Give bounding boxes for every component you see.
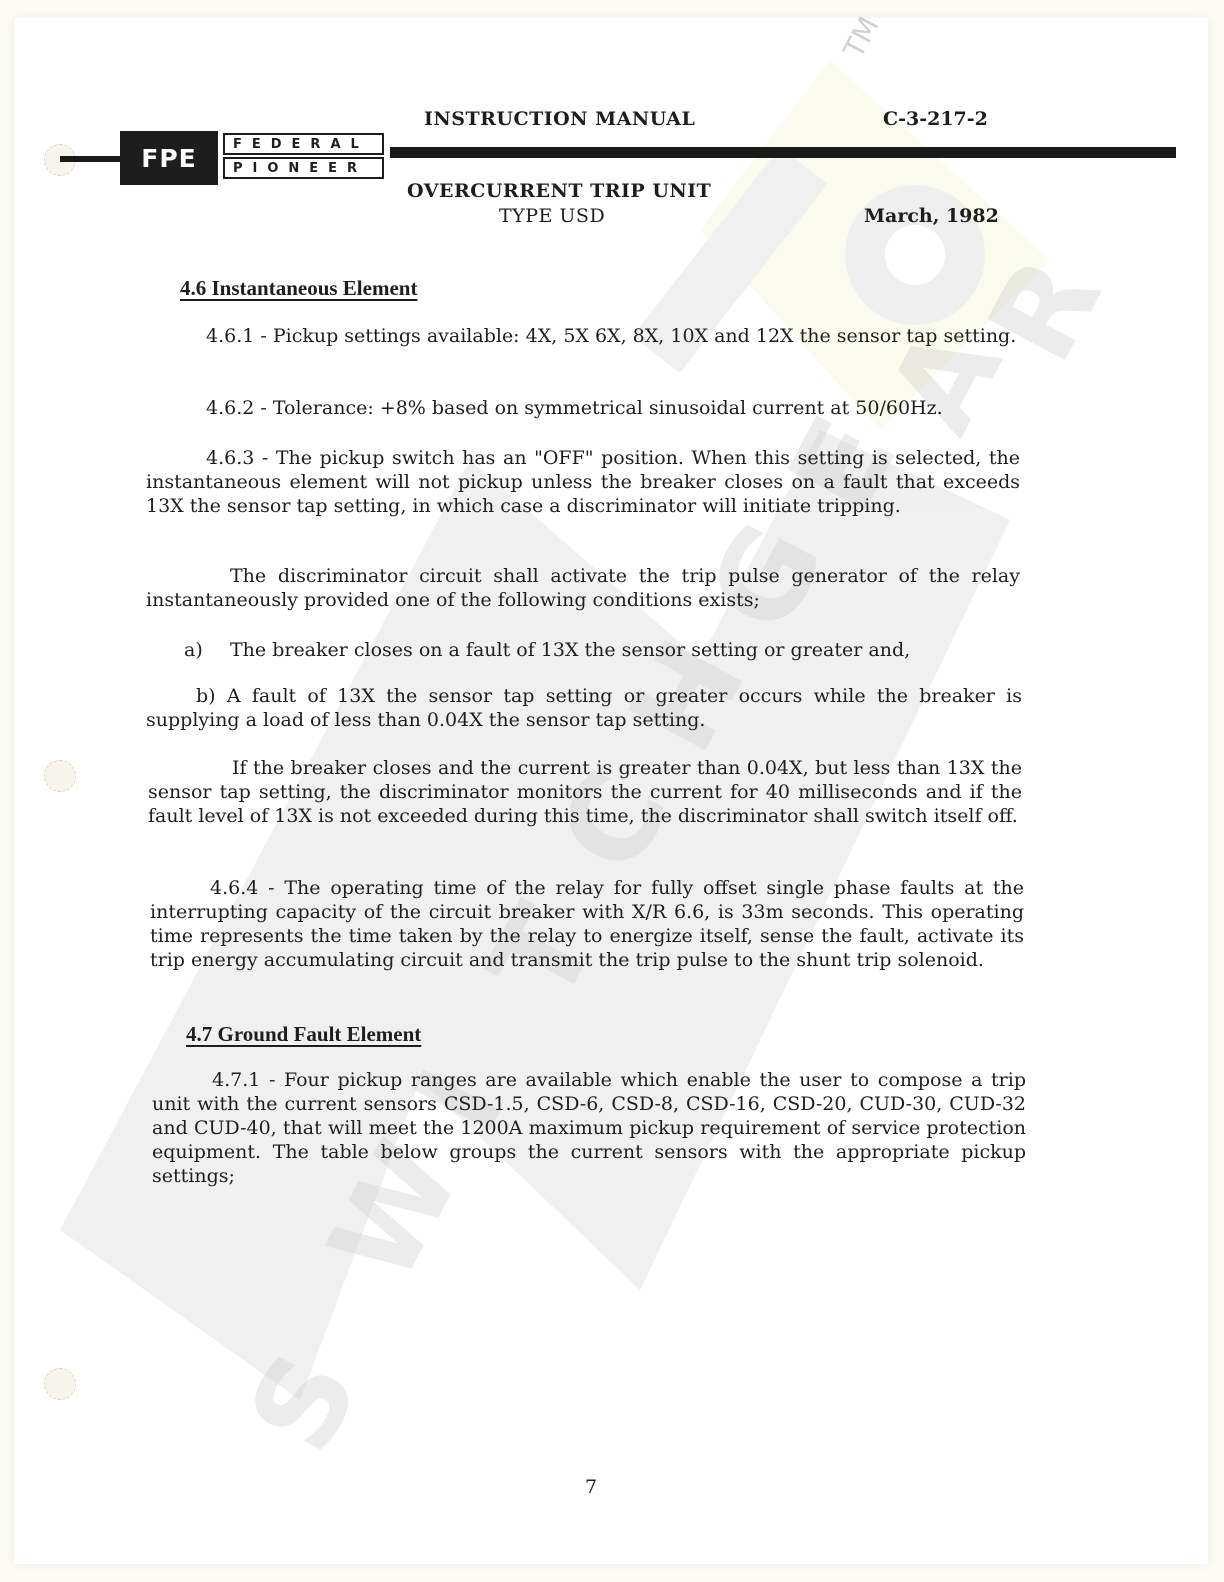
- subtitle-line1: OVERCURRENT TRIP UNIT: [407, 180, 712, 202]
- section-heading-4-6: 4.6 Instantaneous Element: [180, 276, 418, 300]
- binder-hole: [44, 760, 76, 792]
- document-number: C-3-217-2: [883, 108, 988, 130]
- condition-b: b) A fault of 13X the sensor tap setting or greater occurs while the breaker is supplying a load of less than 0.04X the sensor tap setting.: [146, 685, 1022, 731]
- page-number: 7: [585, 1476, 598, 1498]
- watermark-letter: E: [762, 395, 925, 534]
- subtitle-line2: TYPE USD: [499, 205, 606, 227]
- logo-line-federal: FEDERAL: [223, 133, 384, 155]
- paragraph-4-7-1: 4.7.1 - Four pickup ranges are available which enable the user to compose a trip unit with the current sensors CSD-1.5, CSD-6, CSD-8, CSD-16, CSD-20, CUD-30, CUD-32 and CUD-40, that will meet the 1200A maximum pickup requirement of service protection equipment. The table below groups the current sensors with the appropriate pickup settings;: [152, 1069, 1026, 1187]
- paragraph-4-6-3: 4.6.3 - The pickup switch has an "OFF" position. When this setting is selected, the instantaneous element will not pickup unless the breaker closes on a fault that exceeds 13X the sensor tap setting, in which case a discriminator will initiate tripping.: [146, 447, 1020, 517]
- condition-a: The breaker closes on a fault of 13X the sensor setting or greater and,: [230, 639, 911, 661]
- watermark-letter: R: [962, 236, 1129, 384]
- paragraph-4-6-1: 4.6.1 - Pickup settings available: 4X, 5X 6X, 8X, 10X and 12X the sensor tap setting.: [206, 325, 1017, 347]
- logo-line-pioneer: PIONEER: [223, 157, 384, 179]
- binder-hole: [44, 1368, 76, 1400]
- watermark-letter: W: [302, 1121, 488, 1304]
- section-heading-4-7: 4.7 Ground Fault Element: [186, 1022, 422, 1046]
- watermark-letter: S: [222, 1332, 387, 1474]
- watermark-letter: A: [862, 306, 1030, 454]
- issue-date: March, 1982: [864, 205, 999, 227]
- condition-a-label: a): [184, 639, 203, 661]
- paragraph-current-monitoring: If the breaker closes and the current is greater than 0.04X, but less than 13X the sensor tap setting, the discriminator monitors the current for 40 milliseconds and if the fault level of 13X is not exceeded during this time, the discriminator shall switch itself off.: [148, 757, 1022, 827]
- fpe-logo: FPE: [120, 131, 218, 185]
- header-rule: [390, 147, 1176, 158]
- watermark-letter: T: [462, 886, 625, 1024]
- paragraph-4-6-2: 4.6.2 - Tolerance: +8% based on symmetrical sinusoidal current at 50/60Hz.: [206, 397, 943, 419]
- watermark-letter: G: [682, 501, 852, 654]
- manual-title: INSTRUCTION MANUAL: [424, 108, 696, 130]
- federal-pioneer-logo: [223, 133, 384, 183]
- watermark-tm: TM: [837, 11, 886, 64]
- watermark-letter: C: [532, 750, 697, 894]
- header-rule-left: [60, 156, 120, 162]
- watermark-letter: I: [387, 1048, 532, 1154]
- paragraph-discriminator: The discriminator circuit shall activate the trip pulse generator of the relay instantaneously provided one of the following conditions exists;: [146, 565, 1020, 611]
- watermark-letter: H: [602, 619, 773, 774]
- paragraph-4-6-4: 4.6.4 - The operating time of the relay for fully offset single phase faults at the interrupting capacity of the circuit breaker with X/R 6.6, is 33m seconds. This operating time represents the time taken by the relay to energize itself, sense the fault, activate its trip energy accumulating circuit and transmit the trip pulse to the shunt trip solenoid.: [150, 877, 1024, 971]
